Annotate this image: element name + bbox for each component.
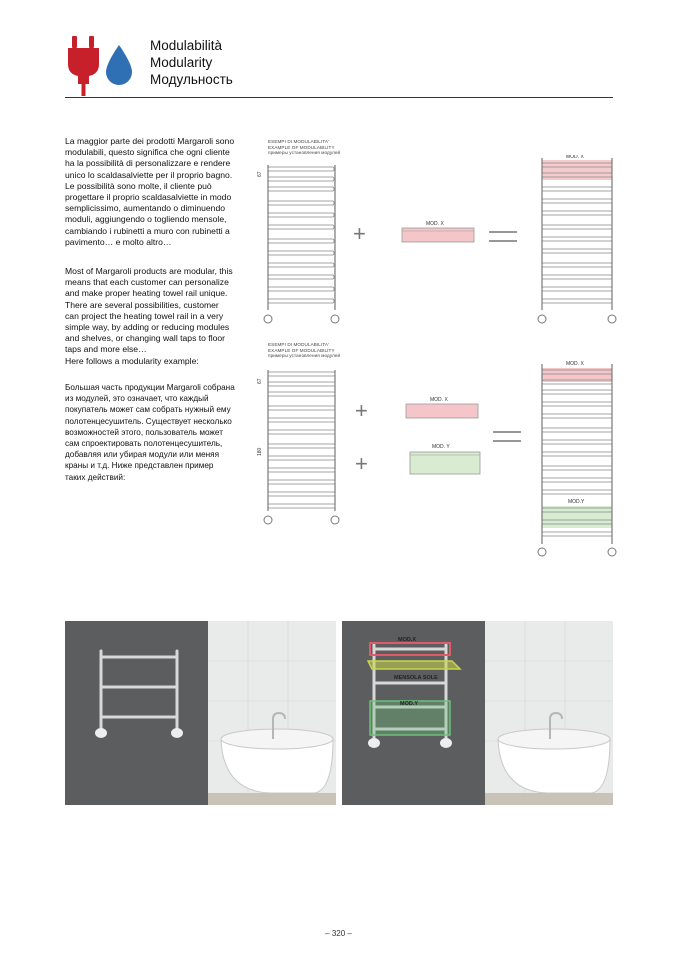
title-italian: Modulabilità (150, 38, 223, 53)
water-drop-icon (104, 44, 134, 86)
diagram2-rail-base (264, 370, 339, 524)
diagram2-module-x-label: MOD. X (430, 397, 448, 403)
diagram2-module-x (406, 397, 478, 418)
diagram2-result-y-label: MOD.Y (568, 499, 585, 505)
diagram1-heading-ru: примеры установления модулей (268, 150, 341, 156)
diagram1-equals-sign (489, 232, 517, 241)
photo-label-mod-y: MOD.Y (400, 701, 419, 707)
diagram1-drawing (255, 155, 625, 330)
diagram1-heading (268, 139, 340, 156)
diagram1-rail-base (264, 165, 339, 323)
diagram1-result-label: MOD. X (566, 155, 584, 160)
page-title (150, 37, 233, 88)
diagram2-plus-sign-1: + (355, 398, 368, 423)
english-example-line: Here follows a modularity example: (65, 355, 199, 366)
english-body: Most of Margaroli products are modular, this means that each customer can personalize and make proper heating towel rail unique. There are several possibilities, customer can project the heating towel rail in a very simple way, by adding or reducing modules and shelves, or changing wall taps to floor taps and more else… (65, 266, 233, 355)
header-divider (65, 97, 613, 98)
diagram1-heading-it: ESEMPI DI MODULABILITA' (268, 139, 330, 144)
diagram2-drawing (255, 356, 625, 566)
paragraph-italian: La maggior parte dei prodotti Margaroli sono modulabili, questo significa che ogni cliente ha la possibilità di personalizzare e rendere unico lo scaldasalviette per il proprio bagno. Le possibilità sono molte, il cliente può progettare il proprio scaldasalviette in modo semplicissimo, aumentando o diminuendo moduli, aggiungendo o togliendo mensole, cambiando i rubinetti a muro con rubinetti a pavimento… e molto altro… (65, 136, 235, 247)
photo-label-shelf: MENSOLA SOLE (394, 675, 438, 681)
diagram2-heading-it: ESEMPI DI MODULABILITA' (268, 342, 330, 347)
diagram1-plus-sign: + (353, 221, 366, 246)
diagram2-dim-x: 67 (257, 378, 263, 384)
diagram1-rail-result (538, 158, 616, 323)
diagram2-heading-en: EXAMPLE OF MODULABILITY (268, 347, 335, 353)
diagram2-equals-sign (493, 432, 521, 441)
diagram1-dim-height: 67 (257, 171, 263, 177)
paragraph-english (65, 266, 235, 367)
diagram2-plus-sign-2: + (355, 451, 368, 476)
diagram1-heading-en: EXAMPLE OF MODULABILITY (268, 144, 335, 150)
diagram2-rail-result (538, 364, 616, 556)
diagram2-module-y-label: MOD. Y (432, 444, 450, 450)
photo-label-mod-x: MOD.X (398, 637, 417, 643)
diagram1-module-x (402, 221, 474, 242)
paragraph-russian: Большая часть продукции Margaroli собрана из модулей, это означает, что каждый покупатель может сам собрать нужный ему полотенцесушитель. Существует несколько возможностей этого, пользователь может сам спроектировать полотенцесушитель, добавляя или убирая модули или меняя краны и т.д. Ниже представлен пример таких действий: (65, 383, 235, 482)
diagram2-result-x-label: MOD. X (566, 361, 584, 367)
diagram2-dim-y: 180 (257, 447, 263, 456)
diagram1-module-x-label: MOD. X (426, 221, 444, 227)
page-number: – 320 – (325, 929, 352, 938)
diagram2-heading-ru: примеры установления модулей (268, 353, 341, 359)
title-russian: Модульность (150, 72, 233, 87)
title-english: Modularity (150, 55, 213, 70)
photo-left (65, 621, 336, 805)
photo-right (342, 621, 613, 805)
diagram2-module-y (410, 444, 480, 474)
